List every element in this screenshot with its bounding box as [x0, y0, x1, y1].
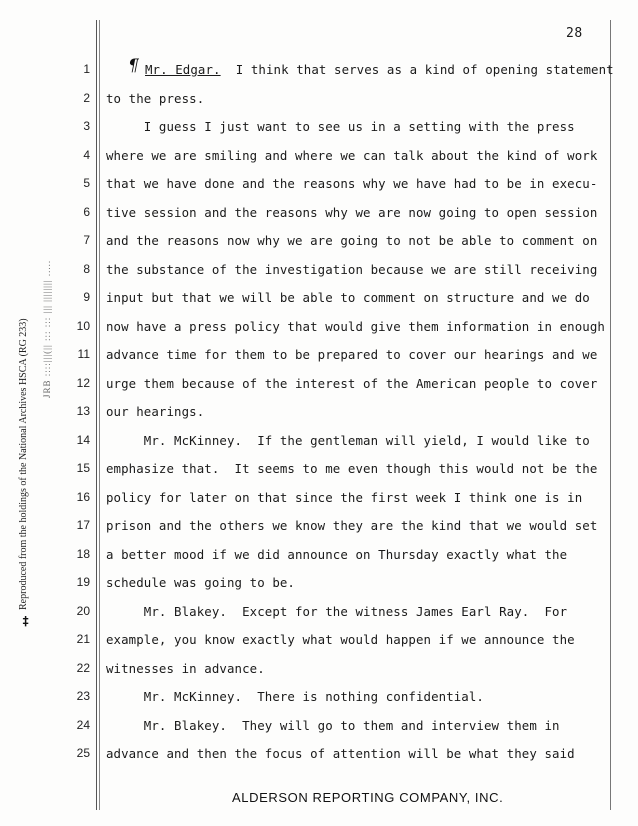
line-text: I think that serves as a kind of opening statement: [220, 62, 614, 77]
page-number: 28: [566, 26, 583, 41]
transcript-line: Mr. McKinney. If the gentleman will yield, I would like to: [106, 432, 590, 448]
line-number: 19: [76, 575, 90, 589]
transcript-line: advance and then the focus of attention will be what they said: [106, 746, 575, 761]
left-margin-rule-inner: [99, 20, 100, 810]
line-number: 2: [83, 90, 90, 105]
archive-side-mark: ‡: [22, 614, 30, 628]
transcript-line: policy for later on that since the first week I think one is in: [106, 489, 583, 505]
transcript-line: I guess I just want to see us in a setting with the press: [106, 119, 575, 134]
transcript-line: Mr. McKinney. There is nothing confidential.: [106, 689, 484, 704]
transcript-line: the substance of the investigation because we are still receiving: [106, 261, 598, 277]
transcript-line: urge them because of the interest of the American people to cover: [106, 375, 598, 391]
archive-side-note: Reproduced from the holdings of the National Archives HSCA (RG 233): [18, 318, 29, 610]
line-number: 13: [76, 404, 90, 418]
line-number: 5: [83, 176, 90, 190]
transcript-line: where we are smiling and where we can talk about the kind of work: [106, 147, 598, 163]
line-number: 15: [76, 461, 90, 475]
archive-side-scribble: JRB ::::|||(|| ::: ::: ||| |||||||| .....: [42, 259, 52, 398]
line-number: 20: [76, 603, 90, 618]
transcript-line: to the press.: [106, 90, 205, 106]
line-number: 8: [83, 261, 90, 276]
transcript-line: input but that we will be able to comment on structure and we do: [106, 290, 590, 305]
line-number: 4: [83, 147, 90, 162]
transcript-line: that we have done and the reasons why we have had to be in execu-: [106, 176, 598, 191]
line-number: 17: [76, 518, 90, 532]
line-number: 21: [76, 632, 90, 646]
transcript-line: and the reasons now why we are going to not be able to comment on: [106, 233, 598, 248]
transcript-line: tive session and the reasons why we are now going to open session: [106, 204, 598, 220]
line-number: 12: [76, 375, 90, 390]
line-number: 3: [83, 119, 90, 133]
line-number: 24: [76, 717, 90, 732]
transcript-line: prison and the others we know they are the kind that we would set: [106, 518, 598, 533]
transcript-line: our hearings.: [106, 404, 205, 419]
line-number: 10: [76, 318, 90, 333]
line-number: 14: [76, 432, 90, 447]
line-number: 9: [83, 290, 90, 304]
transcript-line-1: [145, 62, 614, 77]
transcript-line: example, you know exactly what would happen if we announce the: [106, 632, 575, 647]
transcript-line: emphasize that. It seems to me even though this would not be the: [106, 461, 598, 476]
line-number: 16: [76, 489, 90, 504]
speaker-name: Mr. Edgar.: [145, 62, 221, 77]
transcript-line: advance time for them to be prepared to cover our hearings and we: [106, 347, 598, 362]
transcript-line: now have a press policy that would give them information in enough: [106, 318, 605, 334]
line-number: 6: [83, 204, 90, 219]
left-margin-rule: [96, 20, 97, 810]
line-number: 11: [77, 347, 90, 361]
transcript-line: a better mood if we did announce on Thursday exactly what the: [106, 546, 568, 562]
handwritten-paragraph-mark: ¶: [128, 56, 139, 76]
reporting-company-footer: ALDERSON REPORTING COMPANY, INC.: [232, 790, 504, 805]
transcript-line: witnesses in advance.: [106, 660, 265, 676]
transcript-line: Mr. Blakey. Except for the witness James Earl Ray. For: [106, 603, 568, 619]
right-margin-rule: [610, 20, 611, 810]
line-number: 7: [83, 233, 90, 247]
line-number: 25: [76, 746, 90, 760]
line-number: 23: [76, 689, 90, 703]
transcript-line: Mr. Blakey. They will go to them and interview them in: [106, 717, 560, 733]
line-number: 1: [83, 62, 90, 76]
line-number: 22: [76, 660, 90, 675]
transcript-line: schedule was going to be.: [106, 575, 295, 590]
line-number: 18: [76, 546, 90, 561]
